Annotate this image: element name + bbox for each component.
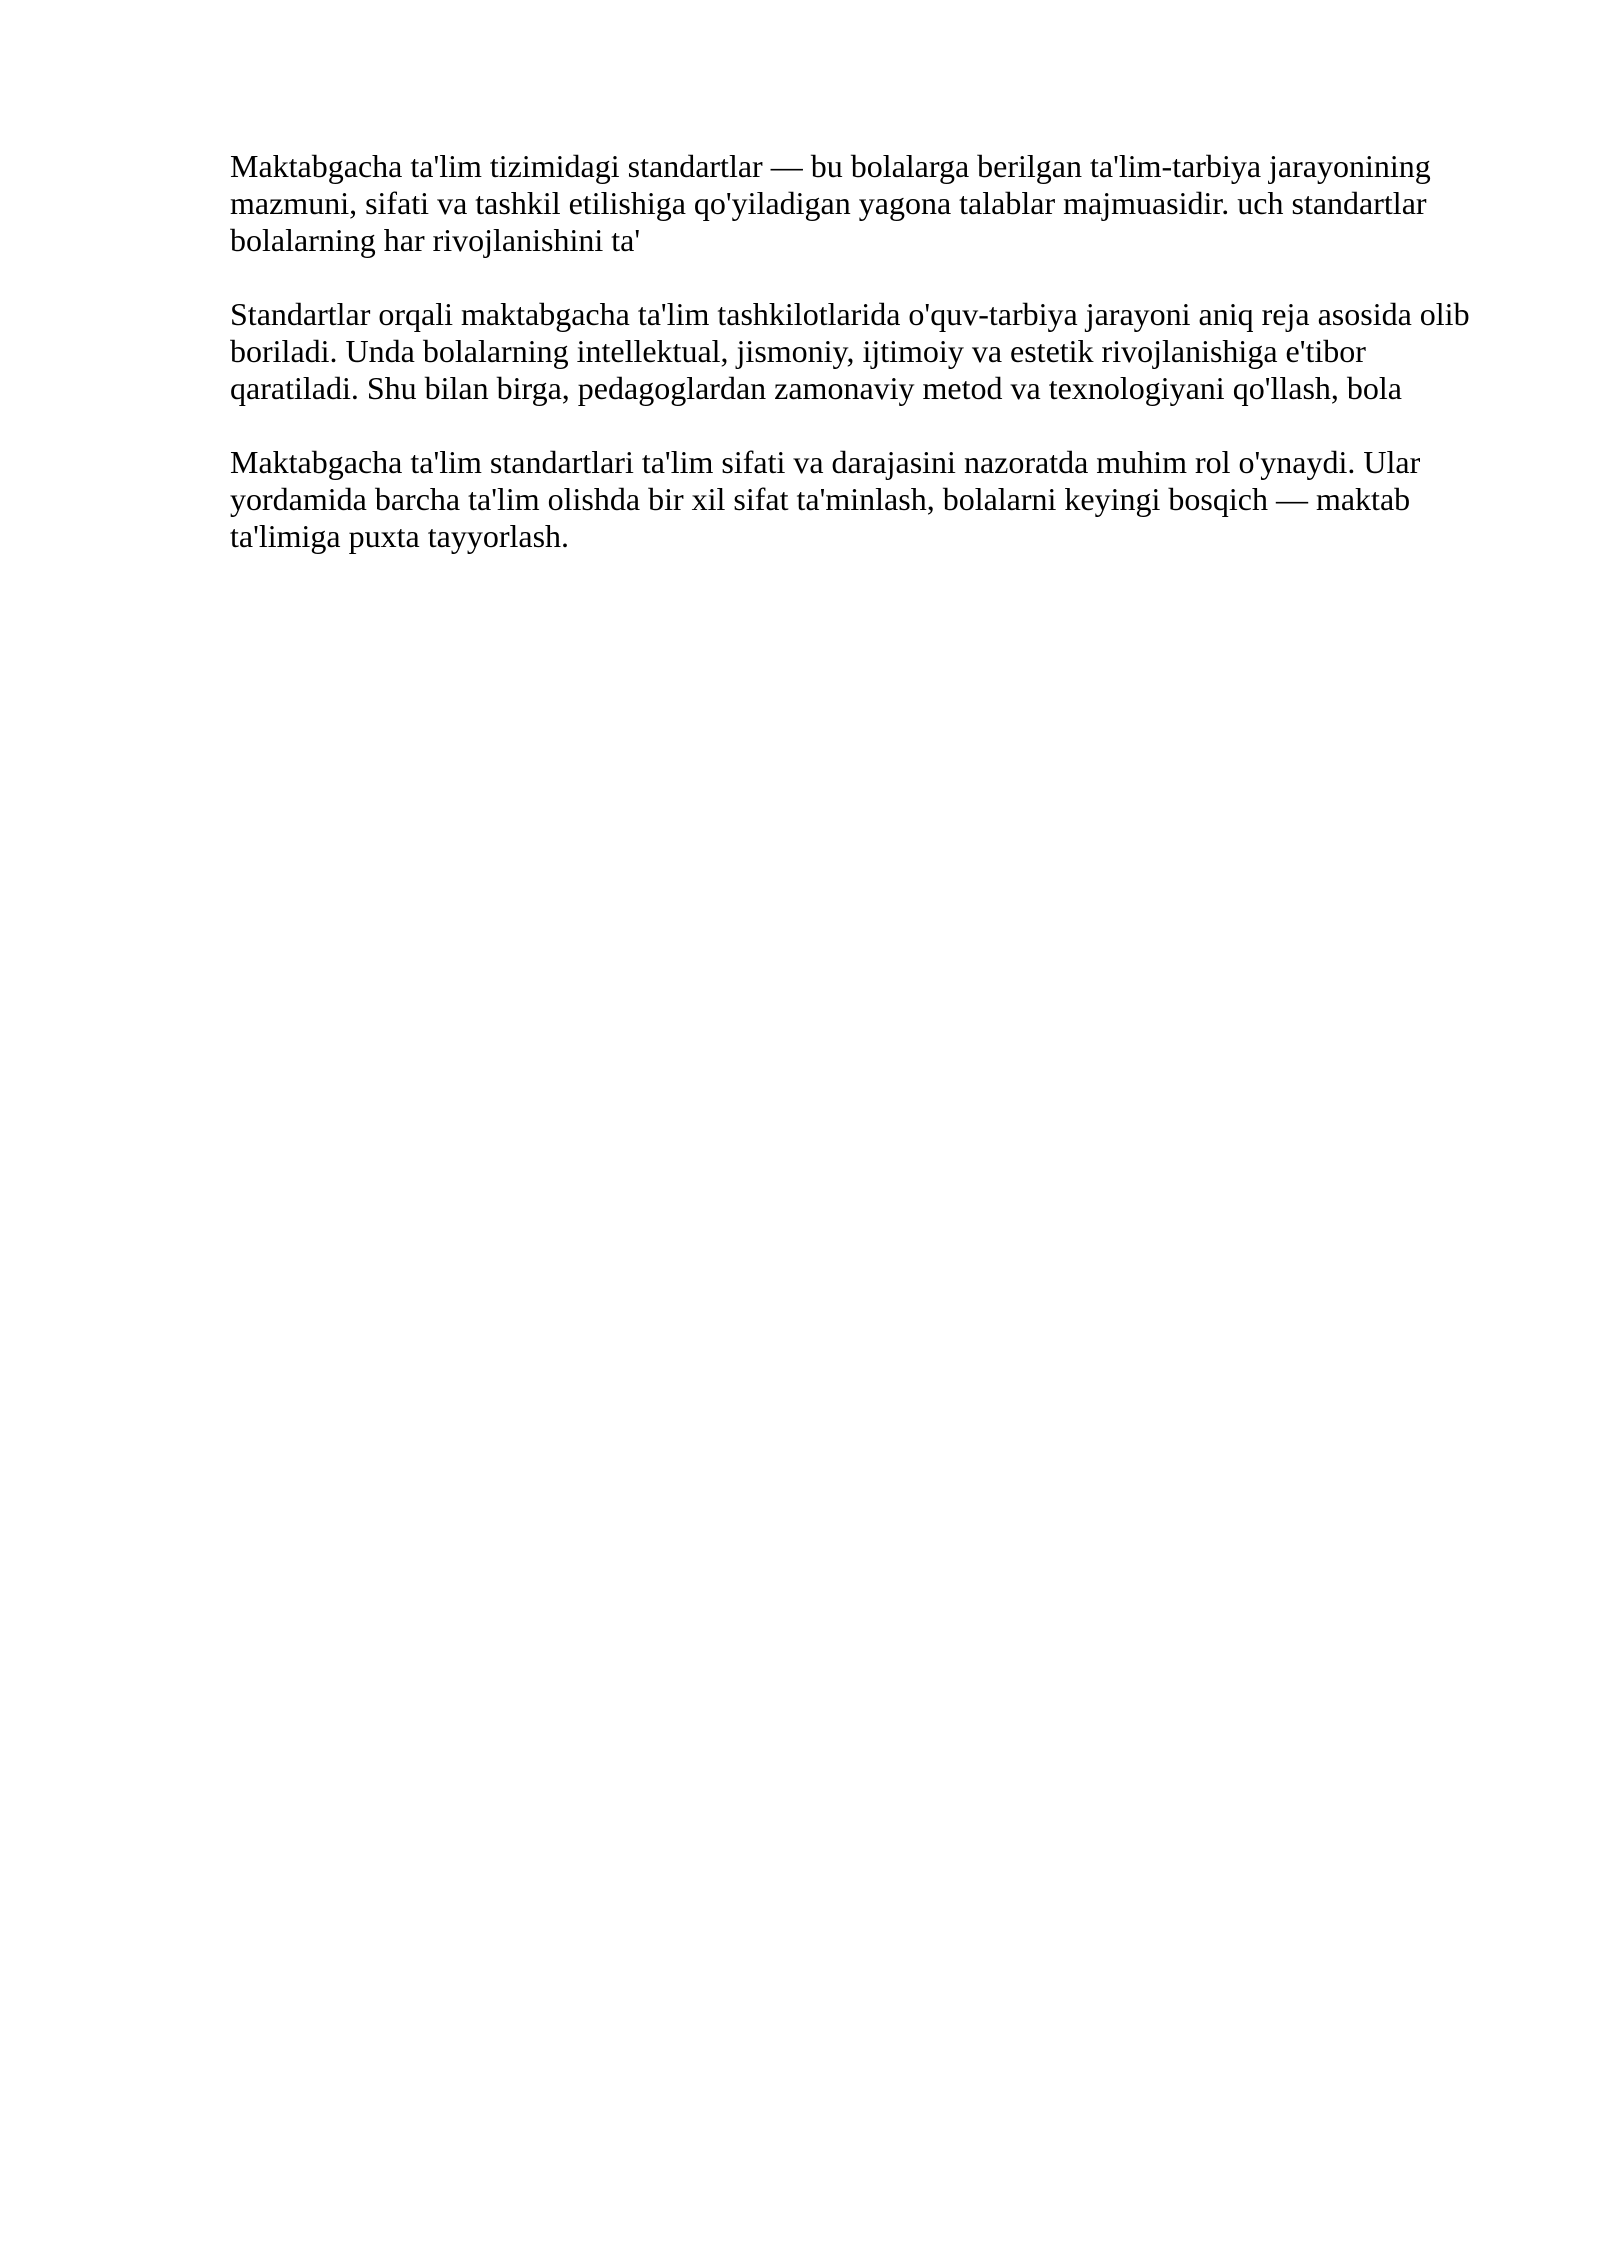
document-body xyxy=(230,148,1500,592)
paragraph-3: Maktabgacha ta'lim standartlari ta'lim sifati va darajasini nazoratda muhim rol o'ynaydi. Ular yordamida barcha ta'lim olishda bir xil sifat ta'minlash, bolalarni keyingi bosqich — maktab ta'limiga puxta tayyorlash. xyxy=(230,444,1421,554)
paragraph-1: Maktabgacha ta'lim tizimidagi standartlar — bu bolalarga berilgan ta'lim-tarbiya jarayonining mazmuni, sifati va tashkil etilishiga qo'yiladigan yagona talablar majmuasidir. uch standartlar bolalarning har rivojlanishini ta' xyxy=(230,148,1431,258)
paragraph-2: Standartlar orqali maktabgacha ta'lim tashkilotlarida o'quv-tarbiya jarayoni aniq reja asosida olib boriladi. Unda bolalarning intellektual, jismoniy, ijtimoiy va estetik rivojlanishiga e'tibor qaratiladi. Shu bilan birga, pedagoglardan zamonaviy metod va texnologiyani qo'llash, bola xyxy=(230,296,1470,406)
